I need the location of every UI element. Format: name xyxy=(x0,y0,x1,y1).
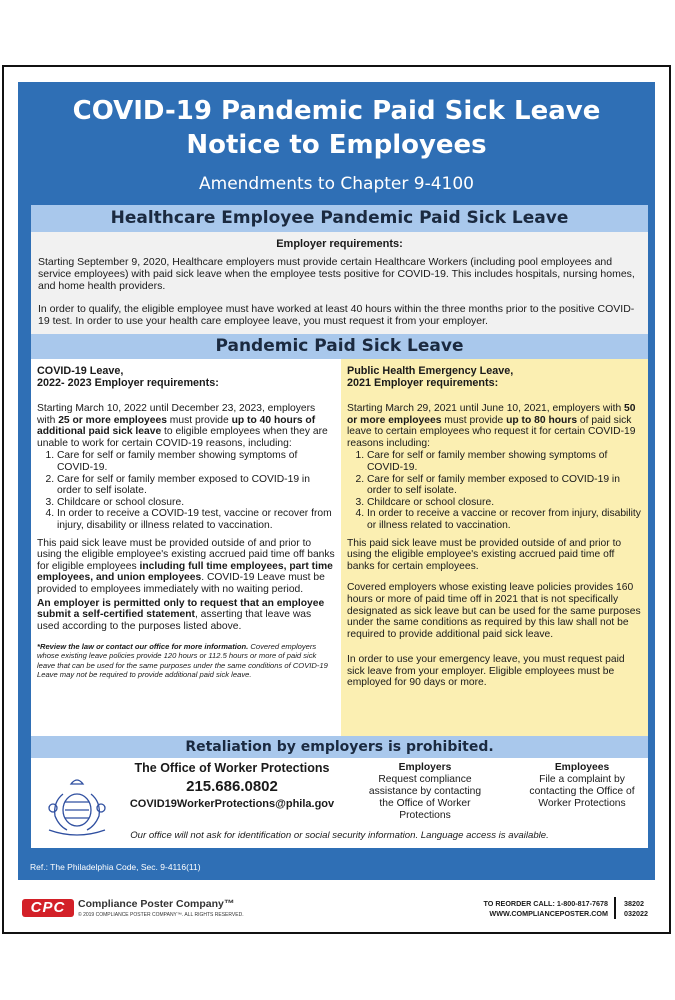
pandemic-heading: Pandemic Paid Sick Leave xyxy=(31,334,648,359)
public-health-intro xyxy=(347,403,642,449)
public-health-emergency-column xyxy=(341,359,648,736)
reorder-info xyxy=(448,899,608,919)
code-reference: Ref.: The Philadelphia Code, Sec. 9-4116(11) xyxy=(30,862,201,872)
list-item: 1. Care for self or family member showing symptoms of COVID-19. xyxy=(367,450,642,473)
retaliation-heading: Retaliation by employers is prohibited. xyxy=(31,736,648,758)
public-health-reasons-list xyxy=(347,450,642,531)
employees-text: File a complaint by contacting the Office of Worker Protections xyxy=(529,774,635,809)
poster-frame xyxy=(2,65,671,934)
employees-info xyxy=(518,762,646,810)
heading-line: COVID-19 Leave, xyxy=(37,365,124,377)
text-run: Starting March 29, 2021 until June 10, 2021, employers with xyxy=(347,403,625,414)
covid19-leave-intro xyxy=(37,403,335,449)
healthcare-paragraph-2: In order to qualify, the eligible employee must have worked at least 40 hours within the three months prior to the positive COVID-19 test. In order to use your health care employee leave, you must request it from your employer. xyxy=(38,303,635,327)
poster-code: 38202 xyxy=(624,899,644,908)
public-health-paragraph-2: This paid sick leave must be provided outside of and prior to using the eligible employee's existing accrued paid time off banks for certain employees. xyxy=(347,537,622,572)
list-item: 3. Childcare or school closure. xyxy=(57,497,335,509)
employers-text: Request compliance assistance by contacting the Office of Worker Protections xyxy=(368,774,482,821)
employer-requirements-label: Employer requirements: xyxy=(276,238,403,250)
list-item: 3. Childcare or school closure. xyxy=(367,497,642,509)
heading-line: 2022- 2023 Employer requirements: xyxy=(37,377,219,389)
text-run-bold: *Review the law or contact our office for more information. xyxy=(37,642,249,652)
healthcare-paragraph-1: Starting September 9, 2020, Healthcare employers must provide certain Healthcare Workers (including pool employees and service employees) with paid sick leave when the employee tests positive for COVID-19. This includes hospitals, nursing homes, and home health providers. xyxy=(38,256,635,292)
company-name: Compliance Poster Company™ xyxy=(78,898,235,910)
list-item: 1. Care for self or family member showing symptoms of COVID-19. xyxy=(57,450,335,473)
healthcare-heading: Healthcare Employee Pandemic Paid Sick Leave xyxy=(31,205,648,232)
employees-heading: Employees xyxy=(554,762,610,773)
employers-heading: Employers xyxy=(398,762,452,773)
text-run-bold: including full time employees, part time employees, and union employees xyxy=(37,560,333,584)
list-item: 2. Care for self or family member exposed to COVID-19 in order to self isolate. xyxy=(57,474,335,497)
cpc-logo: CPC xyxy=(22,899,74,917)
text-run: Starting March 10, 2022 until December 23, 2023, employers with xyxy=(37,403,316,426)
text-run-bold: 50 or more employees xyxy=(347,403,636,426)
text-run-bold: 25 or more employees xyxy=(58,414,167,426)
text-run: This paid sick leave must be provided outside of and prior to using the eligible employee's existing accrued paid time off banks for eligible employees xyxy=(37,537,335,572)
text-run-bold: up to 40 hours of additional paid sick leave xyxy=(37,414,316,438)
public-health-paragraph-3: Covered employers whose existing leave policies provides 160 hours or more of paid time off in 2021 that is not specifically designated as sick leave but can be used for the same purposes under the same conditions as required by this law shall not be required to provide additional paid sick leave. xyxy=(347,582,641,640)
list-item: 4. In order to receive a COVID-19 test, vaccine or recover from injury, disability or illness related to vaccination. xyxy=(57,508,335,531)
revision-code: 032022 xyxy=(624,909,648,918)
heading-line: Public Health Emergency Leave, xyxy=(347,365,514,377)
covid19-reasons-list xyxy=(37,450,335,531)
review-law-note xyxy=(37,642,335,679)
healthcare-section xyxy=(31,232,648,334)
text-run: , asserting that leave was used according to the purposes listed above. xyxy=(37,609,312,632)
text-run: must provide xyxy=(166,414,232,426)
poster-codes xyxy=(624,899,648,919)
office-contact xyxy=(127,761,337,810)
contact-section xyxy=(31,758,648,848)
poster-title xyxy=(18,94,655,162)
title-line-2: Notice to Employees xyxy=(186,130,487,160)
list-item: 4. In order to receive a vaccine or recover from injury, disability or illness related to vaccination. xyxy=(367,508,642,531)
list-item: 2. Care for self or family member exposed to COVID-19 in order to self isolate. xyxy=(367,474,642,497)
website-link[interactable]: WWW.COMPLIANCEPOSTER.COM xyxy=(489,909,608,918)
office-phone[interactable]: 215.686.0802 xyxy=(186,778,278,795)
heading-line: 2021 Employer requirements: xyxy=(347,377,499,389)
reorder-phone[interactable]: TO REORDER CALL: 1-800-817-7678 xyxy=(483,899,608,908)
office-name: The Office of Worker Protections xyxy=(134,761,330,775)
text-run: Covered employers whose existing leave policies provide 120 hours or 112.5 hours or more of paid sick leave that can be used for the same purposes under the same conditions of COVID-19 Leave may not be required to provide additional paid sick leave. xyxy=(37,642,328,679)
text-run-bold: up to 80 hours xyxy=(506,414,578,426)
philadelphia-seal-icon xyxy=(41,774,113,836)
covid19-leave-paragraph-3 xyxy=(37,598,335,633)
text-run: must provide xyxy=(441,414,507,426)
covid19-leave-column xyxy=(31,359,341,736)
poster-subtitle: Amendments to Chapter 9-4100 xyxy=(199,174,474,194)
text-run: of paid sick leave to certain employees who request it for certain COVID-19 reasons including: xyxy=(347,414,636,449)
employers-info xyxy=(361,762,489,822)
text-run: to eligible employees when they are unable to work for certain COVID-19 reasons, including: xyxy=(37,426,328,449)
covid19-leave-paragraph-2 xyxy=(37,538,335,596)
covid19-leave-heading xyxy=(37,365,335,389)
public-health-emergency-heading xyxy=(347,365,642,389)
text-run: . COVID-19 Leave must be provided to employees immediately with no waiting period. xyxy=(37,572,325,595)
office-email[interactable]: COVID19WorkerProtections@phila.gov xyxy=(129,798,335,810)
copyright: © 2019 COMPLIANCE POSTER COMPANY™. ALL RIGHTS RESERVED. xyxy=(78,912,244,918)
title-line-1: COVID-19 Pandemic Paid Sick Leave xyxy=(72,96,601,126)
identification-disclaimer: Our office will not ask for identification or social security information. Language access is available. xyxy=(130,830,549,841)
public-health-paragraph-4: In order to use your emergency leave, you must request paid sick leave from your employer. Eligible employees must be employed for 90 days or more. xyxy=(347,654,625,689)
poster xyxy=(18,82,655,880)
footer xyxy=(18,895,658,925)
divider xyxy=(614,897,616,919)
text-run-bold: An employer is permitted only to request that an employee submit a self-certified statement xyxy=(37,597,325,621)
